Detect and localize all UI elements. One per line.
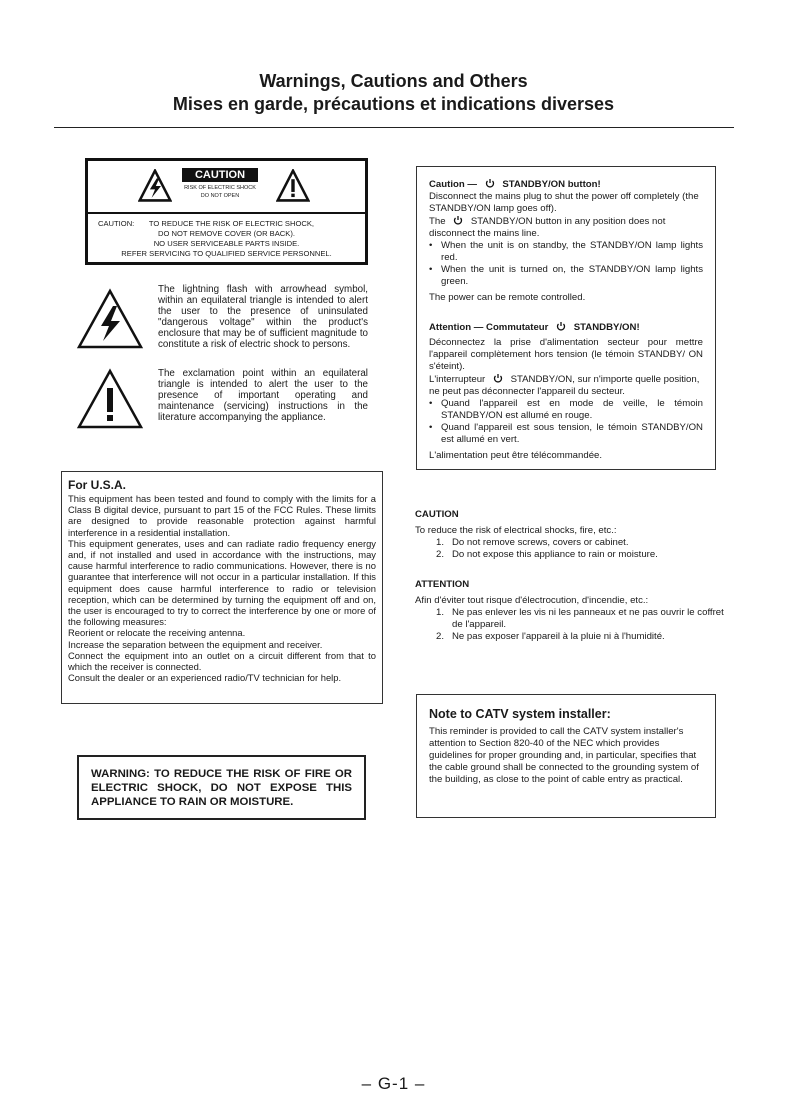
- exclamation-triangle-icon: [76, 368, 144, 430]
- fcc-measure: Increase the separation between the equipment and receiver.: [68, 638, 323, 650]
- caution-intro: To reduce the risk of electrical shocks, fire, etc.:: [415, 525, 617, 536]
- attention-section: [415, 579, 725, 643]
- power-standby-icon: [448, 215, 468, 226]
- standby-remote-text-french: L'alimentation peut être télécommandée.: [429, 450, 603, 461]
- attention-heading: ATTENTION: [415, 579, 470, 590]
- page-title: Warnings, Cautions and Others: [259, 71, 528, 91]
- exclamation-explanation: The exclamation point within an equilateral triangle is intended to alert the user to the presence of important operating and maintenance (servicing) instructions in the literature accompanying the appliance.: [158, 368, 368, 423]
- power-standby-icon: [488, 373, 508, 384]
- standby-text-french-1: Déconnectez la prise d'alimentation secteur pour mettre l'appareil complètement hors tension (le témoin STANDBY/ ON s'éteint).: [429, 337, 703, 372]
- power-standby-icon: [551, 321, 571, 332]
- standby-caution-box: [416, 166, 716, 470]
- list-item: 2. Do not expose this appliance to rain or moisture.: [435, 549, 658, 560]
- standby-heading: Caution — STANDBY/ON button!: [429, 179, 601, 190]
- power-standby-icon: [480, 178, 500, 189]
- fcc-measure: Consult the dealer or an experienced radio/TV technician for help.: [68, 672, 342, 684]
- page-title-french: Mises en garde, précautions et indications diverses: [172, 94, 615, 114]
- exclamation-warning-icon: [276, 169, 310, 203]
- fcc-paragraph: This equipment has been tested and found to comply with the limits for a Class B digital device, pursuant to part 15 of the FCC Rules. These limits are designed to provide reasonable protection against harmful interference in a residential installation.: [68, 493, 376, 538]
- lightning-triangle-icon: [76, 288, 144, 350]
- list-item: • When the unit is on standby, the STANDBY/ON lamp lights red.: [429, 240, 703, 263]
- lightning-explanation: The lightning flash with arrowhead symbol, within an equilateral triangle is intended to alert the user to the presence of uninsulated "dangerous voltage" within the product's enclosure that may be of sufficient magnitude to constitute a risk of electric shock to persons.: [158, 284, 368, 350]
- list-item: • When the unit is turned on, the STANDBY/ON lamp lights green.: [429, 264, 703, 287]
- attention-intro: Afin d'éviter tout risque d'électrocution, d'incendie, etc.:: [415, 595, 649, 606]
- caution-section: [415, 509, 725, 561]
- list-item: • Quand l'appareil est sous tension, le témoin STANDBY/ON est allumé en vert.: [429, 422, 703, 445]
- fcc-notice-box: [61, 471, 383, 704]
- standby-text-french-2: L'interrupteur STANDBY/ON, sur n'importe quelle position, ne peut pas déconnecter l'appareil du secteur.: [429, 374, 700, 397]
- caution-heading: CAUTION: [415, 509, 459, 520]
- catv-note-box: [416, 694, 716, 818]
- title-divider: [54, 127, 734, 128]
- standby-text-2: The STANDBY/ON button in any position does not disconnect the mains line.: [429, 216, 666, 239]
- list-item: 2. Ne pas exposer l'appareil à la pluie ni à l'humidité.: [435, 631, 665, 642]
- catv-heading: Note to CATV system installer:: [429, 707, 611, 721]
- list-item: 1. Do not remove screws, covers or cabinet.: [435, 537, 629, 548]
- standby-text-1: Disconnect the mains plug to shut the power off completely (the STANDBY/ON lamp goes off).: [429, 191, 699, 214]
- fire-shock-warning-box: WARNING: TO REDUCE THE RISK OF FIRE OR ELECTRIC SHOCK, DO NOT EXPOSE THIS APPLIANCE TO RAIN OR MOISTURE.: [77, 755, 366, 820]
- list-item: • Quand l'appareil est en mode de veille, le témoin STANDBY/ON est allumé en rouge.: [429, 398, 703, 421]
- lightning-warning-icon: [138, 169, 172, 203]
- standby-remote-text: The power can be remote controlled.: [429, 292, 586, 303]
- fcc-measure: Reorient or relocate the receiving antenna.: [68, 627, 246, 639]
- caution-word: CAUTION: [182, 168, 258, 182]
- caution-label: [85, 158, 368, 265]
- page-number: – G-1 –: [361, 1074, 426, 1093]
- list-item: 1. Ne pas enlever les vis ni les panneaux et ne pas ouvrir le coffret de l'appareil.: [435, 607, 724, 630]
- caution-label-text: CAUTION: TO REDUCE THE RISK OF ELECTRIC SHOCK, DO NOT REMOVE COVER (OR BACK). NO USER SERVICEABLE PARTS INSIDE. REFER SERVICING TO QUALIFIED SERVICE PERSONNEL.: [98, 219, 332, 258]
- catv-text: This reminder is provided to call the CATV system installer's attention to Section 820-40 of the NEC which provides guidelines for proper grounding and, in particular, specifies that the cable ground shall be connected to the grounding system of the building, as close to the point of cable entry as practical.: [429, 726, 699, 785]
- fcc-measure: Connect the equipment into an outlet on a circuit different from that to which the receiver is connected.: [68, 649, 376, 673]
- fcc-paragraph: This equipment generates, uses and can radiate radio frequency energy and, if not installed and used in accordance with the instructions, may cause harmful interference to radio communications. However, there is no guarantee that interference will not occur in a particular installation. If this equipment does cause harmful interference to radio or television reception, which can be determined by turning the equipment off and on, the user is encouraged to try to correct the interference by one or more of the following measures:: [68, 537, 376, 628]
- fcc-heading: For U.S.A.: [68, 478, 127, 492]
- risk-text: RISK OF ELECTRIC SHOCK DO NOT OPEN: [184, 185, 256, 199]
- standby-heading-french: Attention — Commutateur STANDBY/ON!: [429, 322, 640, 333]
